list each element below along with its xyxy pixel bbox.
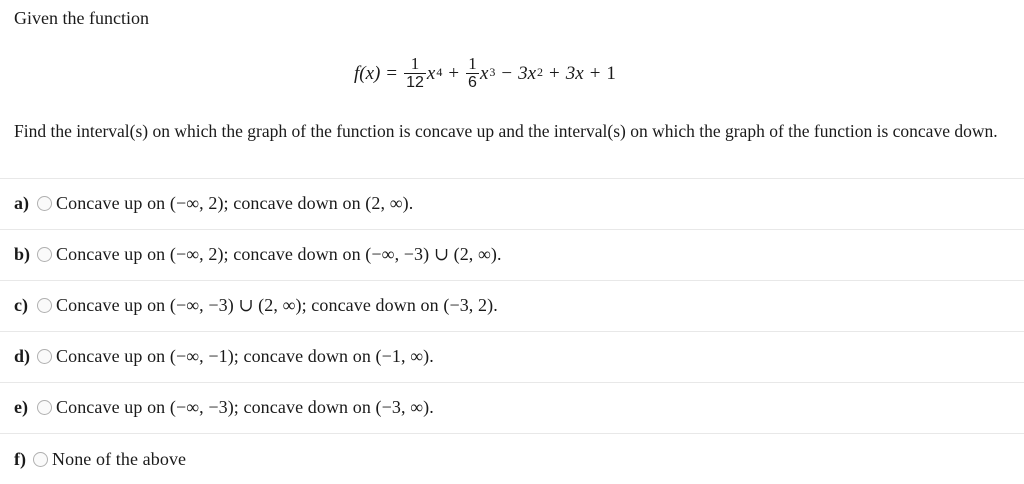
term4: 3x — [565, 63, 584, 84]
option-text: Concave up on (−∞, 2); concave down on (2, ∞). — [56, 192, 414, 213]
fraction-denominator: 6 — [468, 73, 477, 91]
option-letter: b) — [14, 243, 31, 264]
option-letter: f) — [14, 448, 26, 469]
formula-minus: − — [501, 63, 513, 84]
fraction-numerator: 1 — [468, 53, 477, 73]
option-e[interactable] — [14, 394, 434, 420]
divider — [0, 331, 1024, 332]
option-letter: a) — [14, 192, 29, 213]
option-b[interactable] — [14, 241, 502, 267]
radio-button[interactable] — [37, 196, 52, 211]
option-text: Concave up on (−∞, −3); concave down on (−3, ∞). — [56, 396, 434, 417]
option-text: None of the above — [52, 448, 187, 469]
term2-variable: x — [479, 63, 489, 84]
formula-plus: + — [549, 63, 560, 84]
option-f[interactable] — [14, 446, 186, 472]
radio-button[interactable] — [37, 247, 52, 262]
term3: 3x — [518, 63, 537, 84]
formula-plus: + — [448, 63, 460, 84]
fraction-one-sixth — [466, 55, 479, 92]
question-text: Find the interval(s) on which the graph of the function is concave up and the interval(s) on which the graph of the function is concave down. — [14, 121, 998, 141]
divider — [0, 229, 1024, 230]
radio-button[interactable] — [37, 298, 52, 313]
formula-lhs: f(x) — [354, 63, 381, 84]
function-formula — [354, 48, 616, 100]
option-text: Concave up on (−∞, 2); concave down on (−∞, −3) ∪ (2, ∞). — [56, 243, 502, 264]
option-letter: e) — [14, 396, 28, 417]
formula-equals: = — [386, 63, 398, 84]
fraction-numerator: 1 — [410, 53, 420, 73]
radio-button[interactable] — [37, 400, 52, 415]
divider — [0, 178, 1024, 179]
divider — [0, 280, 1024, 281]
option-letter: c) — [14, 294, 28, 315]
option-a[interactable] — [14, 190, 413, 216]
fraction-one-twelfth — [404, 55, 426, 92]
divider — [0, 433, 1024, 434]
radio-button[interactable] — [33, 452, 48, 467]
option-c[interactable] — [14, 292, 498, 318]
fraction-denominator: 12 — [406, 73, 424, 91]
term1-variable: x — [426, 63, 436, 84]
term3-exponent: 2 — [537, 64, 544, 79]
formula-plus: + — [589, 63, 601, 84]
option-text: Concave up on (−∞, −3) ∪ (2, ∞); concave down on (−3, 2). — [56, 294, 498, 315]
option-d[interactable] — [14, 343, 434, 369]
option-text: Concave up on (−∞, −1); concave down on (−1, ∞). — [56, 345, 434, 366]
intro-text: Given the function — [14, 8, 149, 28]
term2-exponent: 3 — [489, 64, 496, 79]
radio-button[interactable] — [37, 349, 52, 364]
term5: 1 — [606, 63, 616, 84]
term1-exponent: 4 — [436, 64, 443, 79]
divider — [0, 382, 1024, 383]
option-letter: d) — [14, 345, 31, 366]
